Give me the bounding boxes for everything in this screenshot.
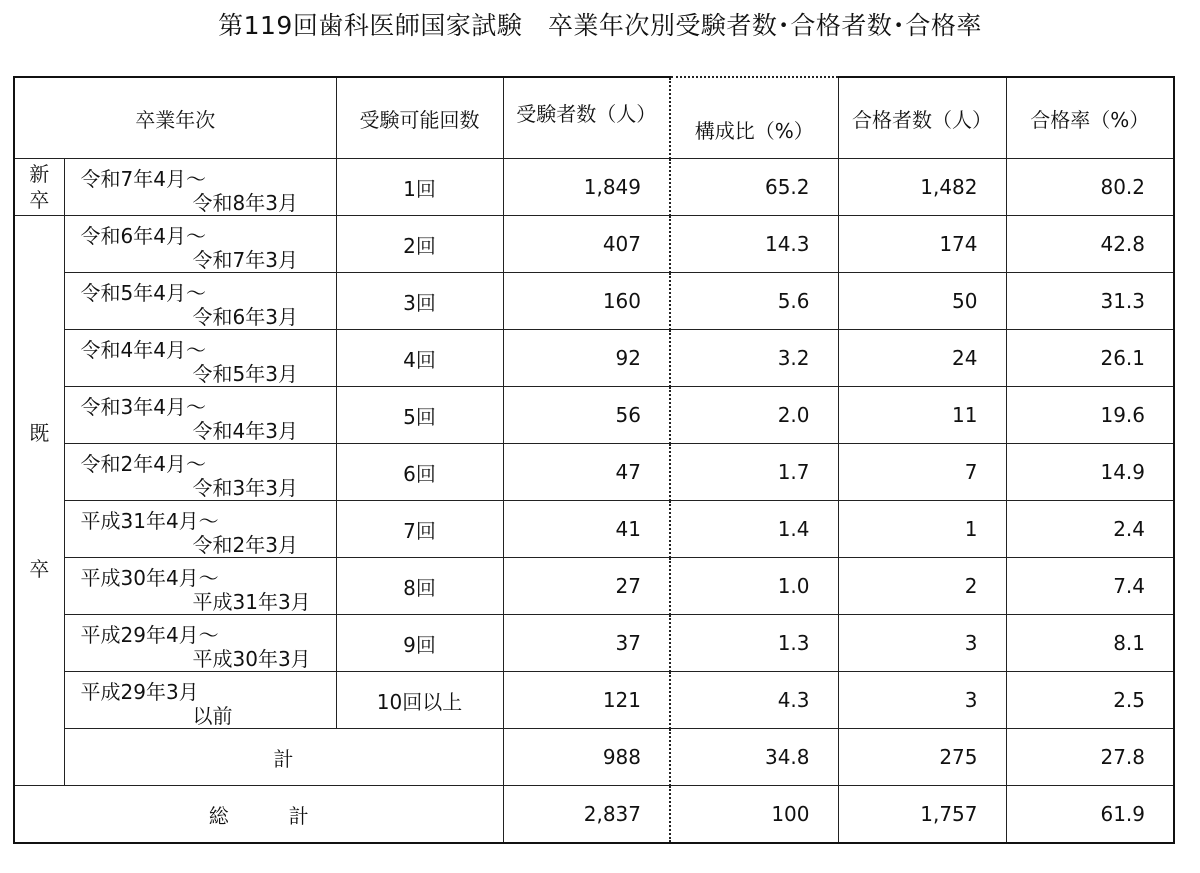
graduation-period <box>64 444 336 501</box>
past-grad-row <box>14 387 1174 444</box>
period-to: 令和2年3月 <box>192 533 298 557</box>
header-row <box>14 77 1174 159</box>
graduation-period <box>64 558 336 615</box>
attempts-cell: 1回 <box>336 159 503 216</box>
passers-cell: 24 <box>838 330 1006 387</box>
passers-cell: 11 <box>838 387 1006 444</box>
header-examinees: 受験者数（人） <box>503 77 670 159</box>
pass-rate-cell: 7.4 <box>1006 558 1174 615</box>
past-grad-row <box>14 615 1174 672</box>
passers-cell: 1 <box>838 501 1006 558</box>
period-to: 令和7年3月 <box>192 248 298 272</box>
period-from: 平成31年4月～ <box>80 509 219 533</box>
period-to: 令和4年3月 <box>192 419 298 443</box>
period-from: 平成29年4月～ <box>80 623 219 647</box>
examinees-cell: 56 <box>503 387 670 444</box>
graduation-period <box>64 330 336 387</box>
examinees-cell: 121 <box>503 672 670 729</box>
past-grad-group-label <box>14 216 64 786</box>
period-from: 令和3年4月～ <box>80 395 206 419</box>
attempts-cell: 9回 <box>336 615 503 672</box>
composition-cell: 1.3 <box>670 615 838 672</box>
group-char: 卒 <box>29 188 50 212</box>
period-to: 令和3年3月 <box>192 476 298 500</box>
composition-cell: 2.0 <box>670 387 838 444</box>
total-passers: 1,757 <box>838 786 1006 844</box>
composition-cell: 65.2 <box>670 159 838 216</box>
graduation-period <box>64 672 336 729</box>
attempts-cell: 8回 <box>336 558 503 615</box>
header-passers: 合格者数（人） <box>838 77 1006 159</box>
past-grad-row <box>14 330 1174 387</box>
header-pass-rate: 合格率（%） <box>1006 77 1174 159</box>
group-char: 卒 <box>29 556 50 581</box>
total-examinees: 2,837 <box>503 786 670 844</box>
pass-rate-cell: 2.5 <box>1006 672 1174 729</box>
examinees-cell: 92 <box>503 330 670 387</box>
examinees-cell: 160 <box>503 273 670 330</box>
examinees-cell: 1,849 <box>503 159 670 216</box>
past-grad-row <box>14 444 1174 501</box>
total-label: 総 計 <box>14 786 503 844</box>
composition-cell: 1.0 <box>670 558 838 615</box>
results-table <box>13 76 1175 844</box>
passers-cell: 3 <box>838 672 1006 729</box>
attempts-cell: 4回 <box>336 330 503 387</box>
new-grad-row <box>14 159 1174 216</box>
period-from: 平成30年4月～ <box>80 566 219 590</box>
total-composition: 100 <box>670 786 838 844</box>
period-from: 令和6年4月～ <box>80 224 206 248</box>
pass-rate-cell: 80.2 <box>1006 159 1174 216</box>
header-graduation-year: 卒業年次 <box>14 77 336 159</box>
pass-rate-cell: 2.4 <box>1006 501 1174 558</box>
period-to: 平成30年3月 <box>192 647 311 671</box>
period-from: 令和2年4月～ <box>80 452 206 476</box>
passers-cell: 2 <box>838 558 1006 615</box>
total-pass-rate: 61.9 <box>1006 786 1174 844</box>
group-char: 既 <box>29 420 50 445</box>
attempts-cell: 5回 <box>336 387 503 444</box>
passers-cell: 50 <box>838 273 1006 330</box>
examinees-cell: 27 <box>503 558 670 615</box>
composition-cell: 14.3 <box>670 216 838 273</box>
subtotal-composition: 34.8 <box>670 729 838 786</box>
group-char: 新 <box>29 162 50 186</box>
graduation-period <box>64 387 336 444</box>
graduation-period <box>64 501 336 558</box>
composition-cell: 1.4 <box>670 501 838 558</box>
graduation-period <box>64 615 336 672</box>
graduation-period <box>64 159 336 216</box>
composition-cell: 5.6 <box>670 273 838 330</box>
pass-rate-cell: 14.9 <box>1006 444 1174 501</box>
attempts-cell: 2回 <box>336 216 503 273</box>
attempts-cell: 6回 <box>336 444 503 501</box>
new-grad-group-label <box>14 159 64 216</box>
passers-cell: 3 <box>838 615 1006 672</box>
passers-cell: 1,482 <box>838 159 1006 216</box>
total-row <box>14 786 1174 844</box>
period-to: 令和6年3月 <box>192 305 298 329</box>
subtotal-examinees: 988 <box>503 729 670 786</box>
subtotal-pass-rate: 27.8 <box>1006 729 1174 786</box>
pass-rate-cell: 42.8 <box>1006 216 1174 273</box>
header-composition: 構成比（%） <box>670 77 838 159</box>
period-to: 令和5年3月 <box>192 362 298 386</box>
pass-rate-cell: 26.1 <box>1006 330 1174 387</box>
period-to: 平成31年3月 <box>192 590 311 614</box>
subtotal-row <box>14 729 1174 786</box>
page-title: 第119回歯科医師国家試験 卒業年次別受験者数･合格者数･合格率 <box>218 11 982 40</box>
period-to: 以前 <box>192 704 233 728</box>
header-attempts: 受験可能回数 <box>336 77 503 159</box>
period-from: 令和7年4月～ <box>80 167 206 191</box>
passers-cell: 174 <box>838 216 1006 273</box>
period-from: 平成29年3月 <box>80 680 199 704</box>
attempts-cell: 10回以上 <box>336 672 503 729</box>
past-grad-row <box>14 672 1174 729</box>
examinees-cell: 47 <box>503 444 670 501</box>
subtotal-label: 計 <box>64 729 503 786</box>
examinees-cell: 41 <box>503 501 670 558</box>
pass-rate-cell: 31.3 <box>1006 273 1174 330</box>
graduation-period <box>64 216 336 273</box>
passers-cell: 7 <box>838 444 1006 501</box>
period-from: 令和5年4月～ <box>80 281 206 305</box>
period-from: 令和4年4月～ <box>80 338 206 362</box>
graduation-period <box>64 273 336 330</box>
pass-rate-cell: 8.1 <box>1006 615 1174 672</box>
attempts-cell: 7回 <box>336 501 503 558</box>
attempts-cell: 3回 <box>336 273 503 330</box>
examinees-cell: 37 <box>503 615 670 672</box>
composition-cell: 1.7 <box>670 444 838 501</box>
examinees-cell: 407 <box>503 216 670 273</box>
composition-cell: 4.3 <box>670 672 838 729</box>
past-grad-row <box>14 501 1174 558</box>
past-grad-row <box>14 558 1174 615</box>
past-grad-row <box>14 273 1174 330</box>
period-to: 令和8年3月 <box>192 191 298 215</box>
past-grad-row <box>14 216 1174 273</box>
pass-rate-cell: 19.6 <box>1006 387 1174 444</box>
composition-cell: 3.2 <box>670 330 838 387</box>
subtotal-passers: 275 <box>838 729 1006 786</box>
